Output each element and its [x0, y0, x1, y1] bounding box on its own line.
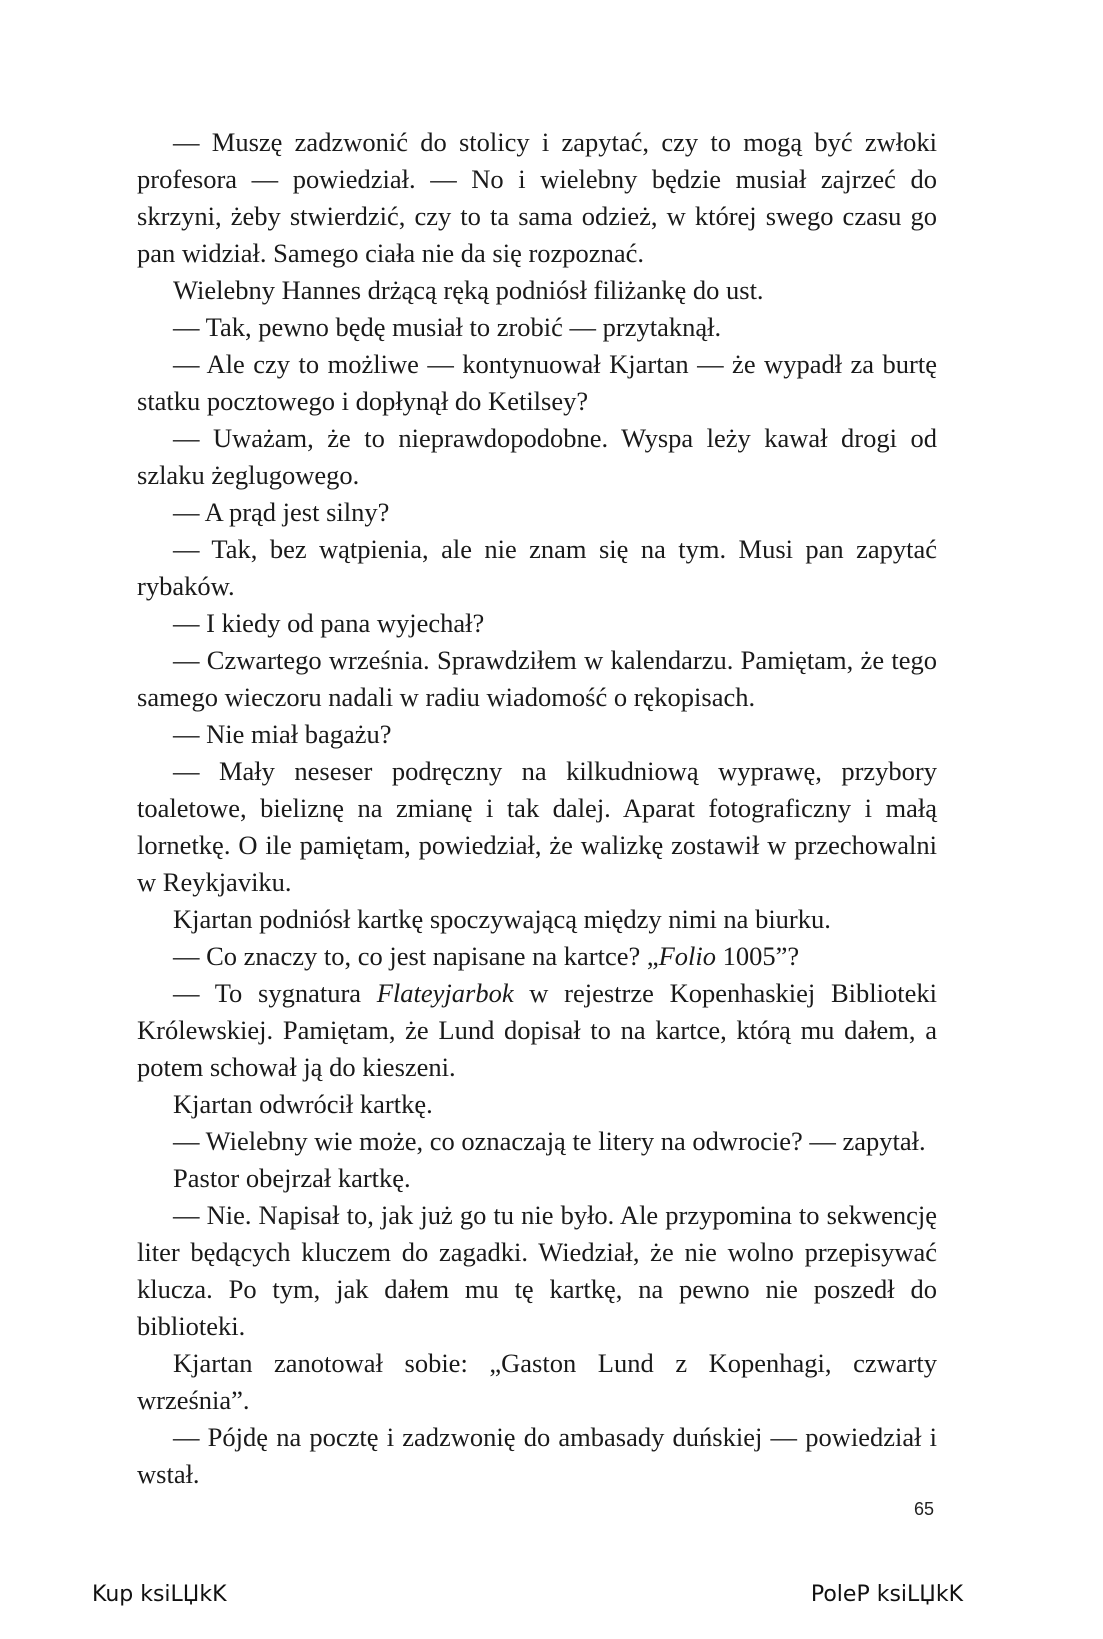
- paragraph: — Muszę zadzwonić do stolicy i zapytać, czy to mogą być zwłoki profesora — powiedział. — No i wielebny będzie musiał zajrzeć do skrzyni, żeby stwierdzić, czy to ta sama odzież, w której swego czasu go pan widział. Samego ciała nie da się rozpoznać.: [137, 127, 937, 268]
- paragraph-text: — Co znaczy to, co jest napisane na kartce?: [173, 941, 647, 971]
- paragraph: Kjartan podniósł kartkę spoczywającą między nimi na biurku.: [173, 904, 831, 934]
- paragraph: — Nie miał bagażu?: [173, 719, 392, 749]
- paragraph: Kjartan zanotował sobie: „Gaston Lund z Kopenhagi, czwarty września”.: [137, 1348, 937, 1415]
- book-page-body: [137, 124, 937, 1493]
- paragraph: Pastor obejrzał kartkę.: [173, 1163, 411, 1193]
- page-number: 65: [914, 1499, 935, 1519]
- paragraph: Kjartan odwrócił kartkę.: [173, 1089, 433, 1119]
- paragraph: — Mały neseser podręczny na kilkudniową wyprawę, przybory toaletowe, bieliznę na zmianę i tak dalej. Aparat fotograficzny i małą lornetkę. O ile pamiętam, powiedział, że walizkę zostawił w przechowalni w Reykjaviku.: [137, 756, 937, 897]
- paragraph-text: — To sygnatura: [173, 978, 377, 1008]
- paragraph-signature: [137, 975, 937, 1086]
- paragraph: — I kiedy od pana wyjechał?: [173, 608, 485, 638]
- italic-folio: Folio: [658, 941, 717, 971]
- paragraph: — Czwartego września. Sprawdziłem w kalendarzu. Pamiętam, że tego samego wieczoru nadali w radiu wiadomość o rękopisach.: [137, 645, 937, 712]
- paragraph: — Nie. Napisał to, jak już go tu nie było. Ale przypomina to sekwencję liter będących kluczem do zagadki. Wiedział, że nie wolno przepisywać klucza. Po tym, jak dałem mu tę kartkę, na pewno nie poszedł do biblioteki.: [137, 1200, 937, 1341]
- quote-open: „: [646, 941, 659, 971]
- paragraph: — Wielebny wie może, co oznaczają te litery na odwrocie? — zapytał.: [173, 1126, 926, 1156]
- paragraph: — Ale czy to możliwe — kontynuował Kjartan — że wypadł za burtę statku pocztowego i dopłynął do Ketilsey?: [137, 349, 937, 416]
- paragraph: — A prąd jest silny?: [173, 497, 390, 527]
- paragraph: — Pójdę na pocztę i zadzwonię do ambasady duńskiej — powiedział i wstał.: [137, 1422, 937, 1489]
- paragraph: — Tak, pewno będę musiał to zrobić — przytaknął.: [173, 312, 722, 342]
- paragraph: Wielebny Hannes drżącą ręką podniósł filiżankę do ust.: [173, 275, 764, 305]
- paragraph-folio: [137, 938, 937, 975]
- buy-book-link[interactable]: Kup ksiLЏkK: [92, 1582, 227, 1607]
- italic-title: Flateyjarbok: [376, 978, 514, 1008]
- paragraph-text: w rejestrze Kopenhaskiej Biblioteki Królewskiej. Pamiętam, że Lund dopisał to na kartce, którą mu dałem, a potem schował ją do kieszeni.: [137, 978, 937, 1082]
- paragraph: — Tak, bez wątpienia, ale nie znam się na tym. Musi pan zapytać rybaków.: [137, 534, 937, 601]
- recommend-book-link[interactable]: PoleP ksiLЏkK: [810, 1582, 963, 1607]
- paragraph-text: 1005”?: [716, 941, 800, 971]
- paragraph: — Uważam, że to nieprawdopodobne. Wyspa leży kawał drogi od szlaku żeglugowego.: [137, 423, 937, 490]
